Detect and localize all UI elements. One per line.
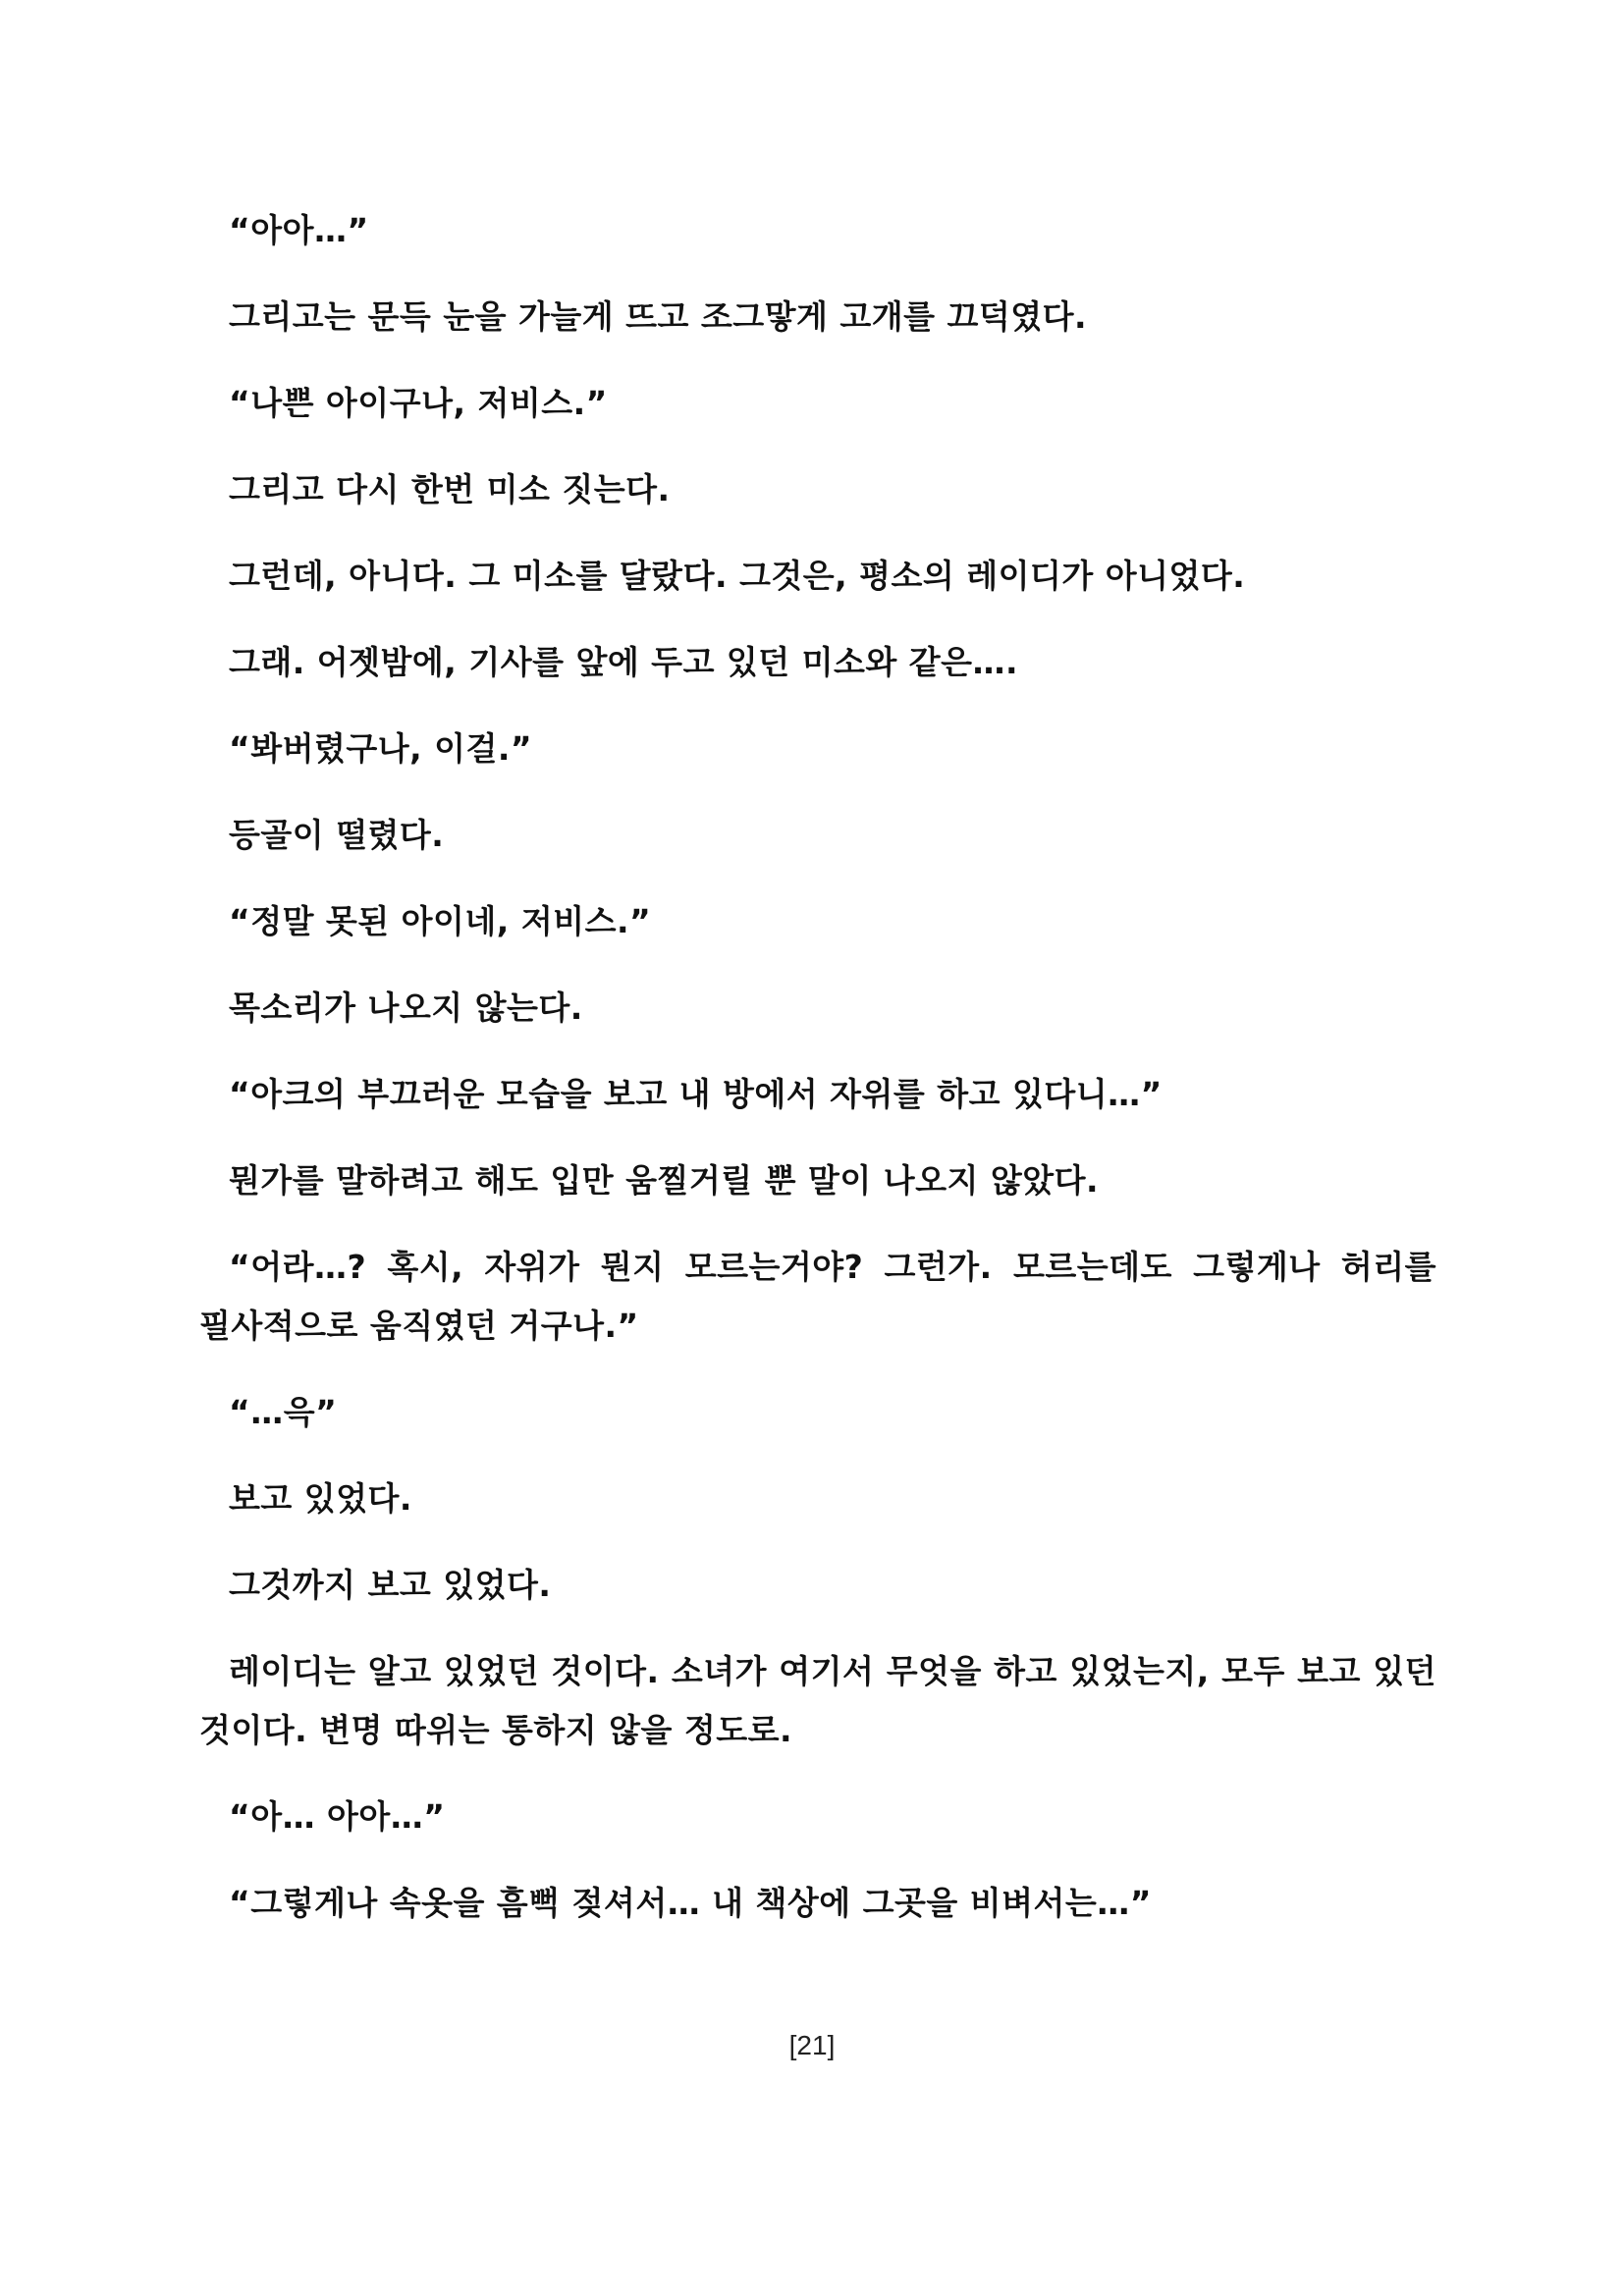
paragraph: 목소리가 나오지 않는다. [229, 988, 583, 1027]
paragraph: 그것까지 보고 있었다. [229, 1566, 552, 1604]
paragraph: “나쁜 아이구나, 저비스.” [229, 384, 608, 422]
paragraph: 그리고는 문득 눈을 가늘게 뜨고 조그맣게 고개를 끄덕였다. [229, 297, 1088, 336]
document-body [199, 201, 1436, 1933]
paragraph: “정말 못된 아이네, 저비스.” [229, 902, 652, 940]
page-number: [21] [788, 2030, 836, 2060]
paragraph: 뭔가를 말하려고 해도 입만 움찔거릴 뿐 말이 나오지 않았다. [229, 1161, 1100, 1200]
paragraph: “봐버렸구나, 이걸.” [229, 729, 533, 768]
paragraph: “…윽” [229, 1393, 338, 1431]
paragraph: 등골이 떨렸다. [229, 816, 445, 854]
paragraph: “아아…” [229, 211, 369, 249]
paragraph: “아… 아아…” [229, 1797, 446, 1836]
paragraph: “그렇게나 속옷을 흠뻑 젖셔서… 내 책상에 그곳을 비벼서는…” [229, 1884, 1152, 1922]
paragraph: “어라…? 혹시, 자위가 뭔지 모르는거야? 그런가. 모르는데도 그렇게나 허리를 필사적으로 움직였던 거구나.” [199, 1248, 1436, 1345]
paragraph: 보고 있었다. [229, 1479, 412, 1518]
paragraph: 그래. 어젯밤에, 기사를 앞에 두고 있던 미소와 같은…. [229, 643, 1019, 681]
paragraph: “아크의 부끄러운 모습을 보고 내 방에서 자위를 하고 있다니…” [229, 1075, 1163, 1113]
paragraph: 그런데, 아니다. 그 미소를 달랐다. 그것은, 평소의 레이디가 아니었다. [229, 557, 1246, 595]
paragraph: 레이디는 알고 있었던 것이다. 소녀가 여기서 무엇을 하고 있었는지, 모두 보고 있던 것이다. 변명 따위는 통하지 않을 정도로. [199, 1652, 1436, 1749]
paragraph: 그리고 다시 한번 미소 짓는다. [229, 470, 671, 508]
